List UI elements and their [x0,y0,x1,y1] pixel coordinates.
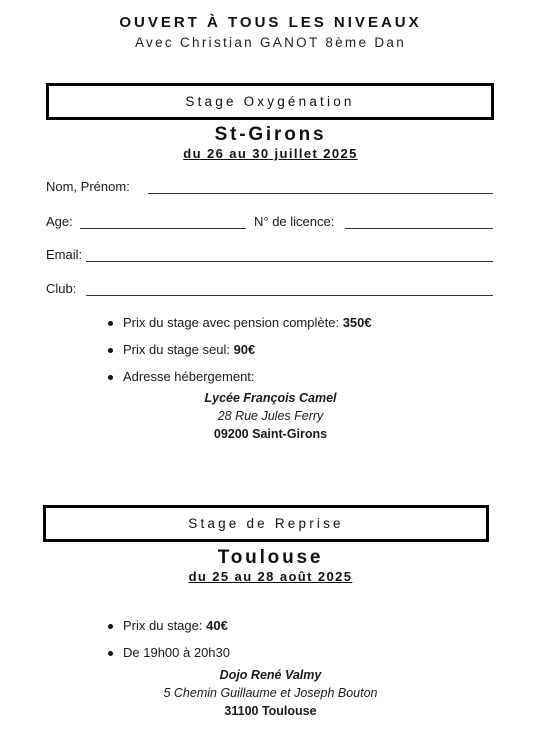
stage1-address [0,389,541,443]
age-field[interactable] [80,228,246,229]
venue-name: Dojo René Valmy [219,668,322,682]
email-label: Email: [46,247,83,262]
lodging-name: Lycée François Camel [204,391,337,405]
stage2-dates: du 25 au 28 août 2025 [188,569,353,584]
stage2-city: Toulouse [217,547,324,568]
lodging-label: Adresse hébergement: [123,369,255,384]
club-label: Club: [46,281,77,296]
name-field[interactable] [148,193,493,194]
venue-street: 5 Chemin Guillaume et Joseph Bouton [163,686,378,700]
price-alone-value: 90€ [233,342,256,357]
email-field[interactable] [86,261,493,262]
page-title: OUVERT À TOUS LES NIVEAUX [119,14,422,31]
stage2-address [0,666,541,720]
licence-label: N° de licence: [254,214,335,229]
stage1-title: Stage Oxygénation [185,94,355,109]
stage1-dates: du 26 au 30 juillet 2025 [183,146,358,161]
stage1-info-list [123,315,372,396]
stage2-title: Stage de Reprise [188,516,344,531]
hours-label: De 19h00 à 20h30 [123,645,230,660]
stage2-info-list [123,618,230,672]
page-subtitle: Avec Christian GANOT 8ème Dan [134,35,407,50]
price-alone-label: Prix du stage seul: [123,342,230,357]
stage1-title-box [46,83,494,120]
lodging-city: 09200 Saint-Girons [213,427,328,441]
stage2-title-box [43,505,489,542]
price-label: Prix du stage: [123,618,203,633]
list-item [123,618,230,645]
stage1-city: St-Girons [214,124,327,145]
venue-city: 31100 Toulouse [224,704,317,718]
name-label: Nom, Prénom: [46,179,130,194]
price-value: 40€ [206,618,228,633]
price-pension-label: Prix du stage avec pension complète: [123,315,340,330]
price-pension-value: 350€ [342,315,372,330]
licence-field[interactable] [345,228,493,229]
club-field[interactable] [86,295,493,296]
list-item [123,315,372,342]
lodging-street: 28 Rue Jules Ferry [217,409,324,423]
list-item [123,342,372,369]
age-label: Age: [46,214,73,229]
